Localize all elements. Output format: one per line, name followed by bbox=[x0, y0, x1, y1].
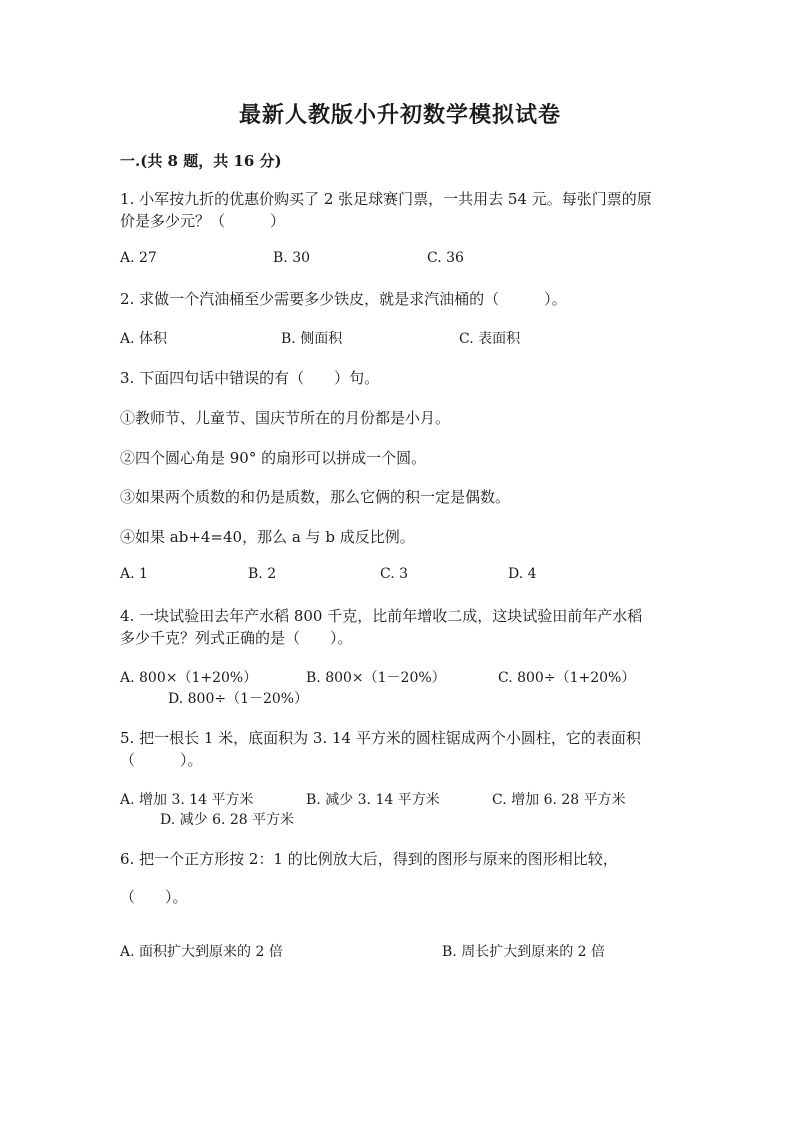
question-5-option-a[interactable]: A. 增加 3. 14 平方米 bbox=[120, 792, 254, 808]
question-2-option-b[interactable]: B. 侧面积 bbox=[281, 331, 343, 347]
question-1-option-b[interactable]: B. 30 bbox=[273, 250, 311, 266]
question-6-text-line-2: （ ）。 bbox=[120, 888, 188, 906]
question-2-option-c[interactable]: C. 表面积 bbox=[459, 331, 521, 347]
question-6-option-a[interactable]: A. 面积扩大到原来的 2 倍 bbox=[120, 944, 283, 960]
question-3-option-b[interactable]: B. 2 bbox=[248, 566, 277, 582]
question-1-option-a[interactable]: A. 27 bbox=[120, 250, 157, 266]
question-2-option-a[interactable]: A. 体积 bbox=[120, 331, 168, 347]
question-3-option-a[interactable]: A. 1 bbox=[120, 566, 148, 582]
question-6-text-line-1: 6. 把一个正方形按 2：1 的比例放大后，得到的图形与原来的图形相比较， bbox=[120, 850, 618, 868]
question-3-statement-2: ②四个圆心角是 90° 的扇形可以拼成一个圆。 bbox=[120, 449, 427, 467]
question-5-text-line-2: （ ）。 bbox=[120, 751, 203, 769]
question-5-option-c[interactable]: C. 增加 6. 28 平方米 bbox=[492, 792, 626, 808]
question-3-option-c[interactable]: C. 3 bbox=[380, 566, 409, 582]
question-2-text: 2. 求做一个汽油桶至少需要多少铁皮，就是求汽油桶的（ ）。 bbox=[120, 290, 567, 308]
question-4-text-line-1: 4. 一块试验田去年产水稻 800 千克，比前年增收二成，这块试验田前年产水稻 bbox=[120, 607, 643, 625]
question-4-option-b[interactable]: B. 800×（1－20%） bbox=[306, 670, 446, 686]
question-5-option-d[interactable]: D. 减少 6. 28 平方米 bbox=[160, 812, 295, 828]
question-3-option-d[interactable]: D. 4 bbox=[508, 566, 537, 582]
question-4-text-line-2: 多少千克？列式正确的是（ ）。 bbox=[120, 629, 353, 647]
page-title: 最新人教版小升初数学模拟试卷 bbox=[238, 102, 561, 128]
question-3-text: 3. 下面四句话中错误的有（ ）句。 bbox=[120, 369, 380, 387]
section-heading: 一.(共 8 题，共 16 分) bbox=[120, 152, 282, 170]
question-3-statement-3: ③如果两个质数的和仍是质数，那么它俩的积一定是偶数。 bbox=[120, 488, 511, 506]
question-4-option-d[interactable]: D. 800÷（1－20%） bbox=[168, 691, 309, 707]
question-5-text-line-1: 5. 把一根长 1 米，底面积为 3. 14 平方米的圆柱锯成两个小圆柱，它的表面积 bbox=[120, 729, 641, 747]
question-1-text-line-1: 1. 小军按九折的优惠价购买了 2 张足球赛门票，一共用去 54 元。每张门票的原 bbox=[120, 190, 652, 208]
question-1-option-c[interactable]: C. 36 bbox=[427, 250, 464, 266]
question-6-option-b[interactable]: B. 周长扩大到原来的 2 倍 bbox=[442, 944, 605, 960]
question-3-statement-1: ①教师节、儿童节、国庆节所在的月份都是小月。 bbox=[120, 409, 451, 427]
question-4-option-a[interactable]: A. 800×（1+20%） bbox=[120, 670, 258, 686]
question-4-option-c[interactable]: C. 800÷（1+20%） bbox=[498, 670, 636, 686]
question-1-text-line-2: 价是多少元？（ ） bbox=[120, 212, 286, 230]
question-5-option-b[interactable]: B. 减少 3. 14 平方米 bbox=[306, 792, 440, 808]
question-3-statement-4: ④如果 ab+4=40，那么 a 与 b 成反比例。 bbox=[120, 528, 415, 546]
